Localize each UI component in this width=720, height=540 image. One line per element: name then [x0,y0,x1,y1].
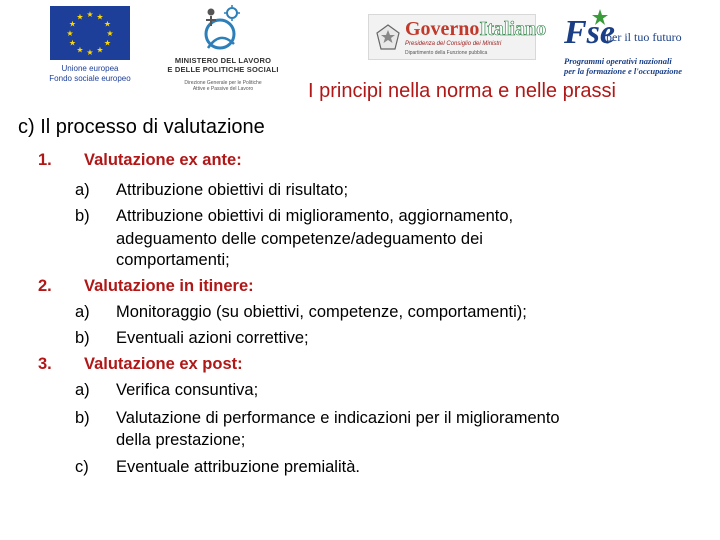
fse-logo [560,8,710,90]
ministry-name-2: E DELLE POLITICHE SOCIALI [167,65,279,74]
sub-letter: b) [75,207,90,225]
governo-department: Dipartimento della Funzione pubblica [405,50,488,56]
sub-item-text: adeguamento delle competenze/adeguamento dei [116,230,483,248]
fse-program [564,56,682,76]
fse-program-line-2: per la formazione e l'occupazione [564,66,683,76]
svg-text:★: ★ [76,12,84,22]
sub-letter: b) [75,329,90,347]
svg-text:★: ★ [76,45,84,55]
svg-text:★: ★ [103,38,112,48]
list-number-2: 2. [38,277,52,295]
sub-letter: a) [75,181,90,199]
fse-program-line-1: Programmi operativi nazionali [564,56,672,66]
sub-item-text: Monitoraggio (su obiettivi, competenze, comportamenti); [116,303,527,321]
sub-item-text: della prestazione; [116,431,246,449]
ministry-sub-1: Direzione Generale per le Politiche [184,80,262,86]
svg-text:★: ★ [66,29,74,38]
republic-emblem-icon [375,23,401,56]
list-heading-3: Valutazione ex post: [84,355,243,373]
sub-letter: b) [75,409,90,427]
governo-italiano-logo [368,14,547,60]
sub-letter: c) [75,458,89,476]
svg-text:★: ★ [103,19,112,29]
governo-subtitle: Presidenza del Consiglio dei Ministri [405,41,502,47]
governo-title [405,18,546,41]
governo-title-a: Governo [405,18,480,40]
svg-text:★: ★ [86,48,94,57]
section-title: I principi nella norma e nelle prassi [308,80,616,102]
list-number-3: 3. [38,355,52,373]
ministry-sub-2: Attive e Passive del Lavoro [192,86,254,92]
sub-item-text: Attribuzione obiettivi di risultato; [116,181,349,199]
eu-caption-2: Fondo sociale europeo [49,74,131,83]
sub-item-text: Verifica consuntiva; [116,381,259,399]
svg-text:★: ★ [96,45,104,55]
governo-title-b: Italiano [479,18,547,40]
sub-item-text: comportamenti; [116,251,230,269]
list-heading-2: Valutazione in itinere: [84,277,254,295]
list-heading-1: Valutazione ex ante: [84,151,242,169]
eu-caption-1: Unione europea [61,64,119,73]
sub-item-text: Eventuali azioni correttive; [116,329,309,347]
svg-text:★: ★ [96,12,104,22]
list-number-1: 1. [38,151,52,169]
sub-letter: a) [75,381,90,399]
fse-mark: Fse [564,14,615,51]
slide-subtitle: c) Il processo di valutazione [18,116,265,138]
ministry-emblem-icon [158,4,288,56]
ministry-logo [158,4,288,100]
sub-letter: a) [75,303,90,321]
svg-text:★: ★ [68,38,77,48]
sub-item-text: Eventuale attribuzione premialità. [116,458,360,476]
eu-logo [42,4,138,84]
svg-text:★: ★ [68,19,77,29]
eu-flag-icon [50,6,130,60]
sub-item-text: Attribuzione obiettivi di miglioramento, aggiornamento, [116,207,514,225]
svg-text:★: ★ [106,29,114,38]
sub-item-text: Valutazione di performance e indicazioni per il miglioramento [116,409,560,427]
fse-tagline: per il tuo futuro [606,30,682,44]
ministry-name-1: MINISTERO DEL LAVORO [174,56,272,65]
svg-text:★: ★ [86,10,94,19]
